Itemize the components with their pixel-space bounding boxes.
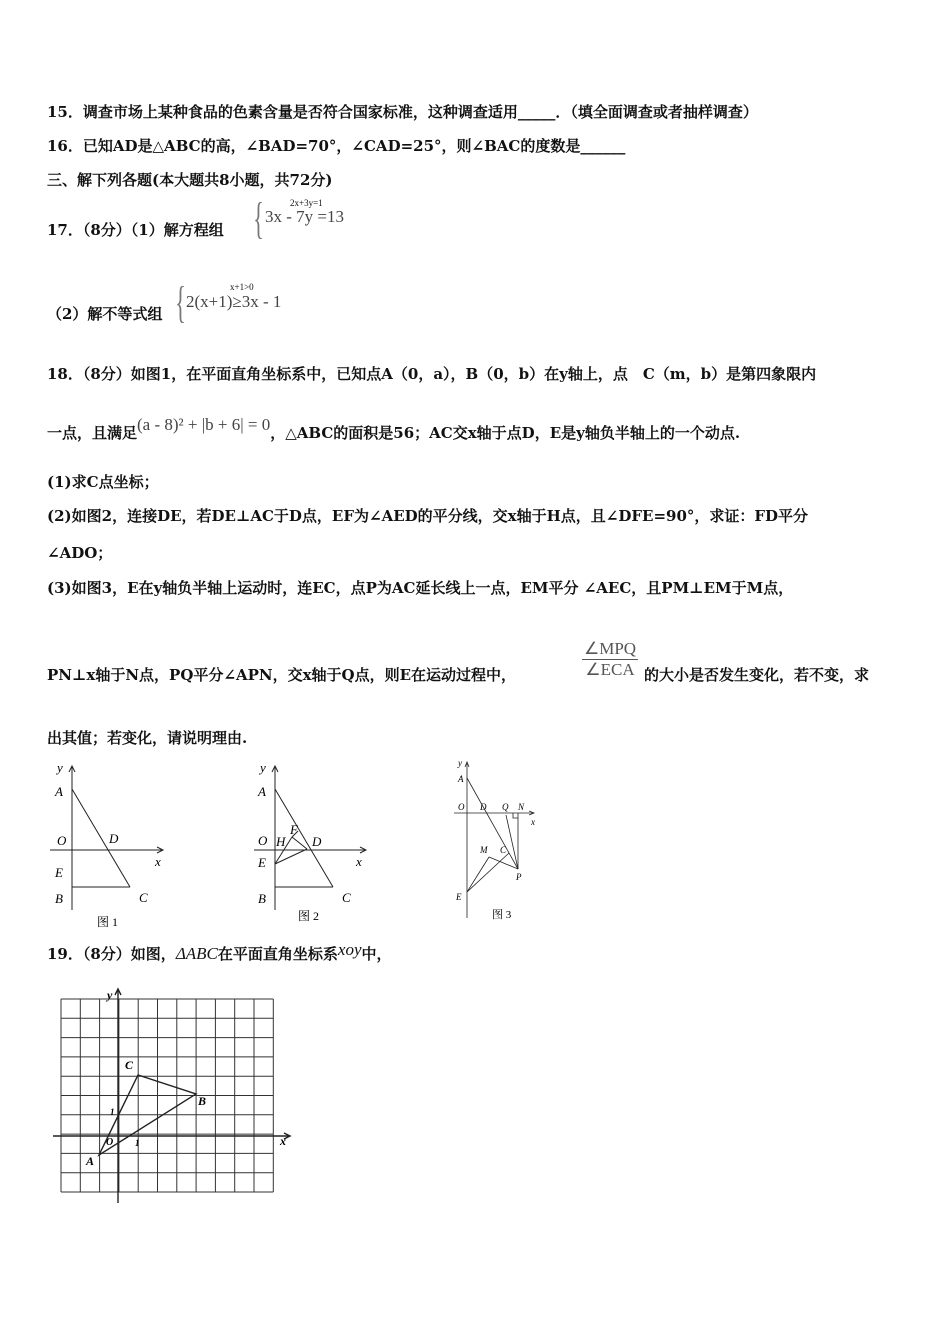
fig2-label-y: y [260,760,266,775]
question-15: 15．调查市场上某种食品的色素含量是否符合国家标准，这种调查适用_____．（填全面调查或者抽样调查） [47,103,758,121]
section-heading: 三、解下列各题(本大题共8小题，共72分) [47,171,333,189]
fraction-numerator: ∠MPQ [584,639,637,658]
fig3-label-O: O [458,802,465,812]
q19-suffix: 中， [361,945,392,963]
coordinate-grid [50,985,300,1207]
line2-suffix: ，△ABC的面积是56；AC交x轴于点D，E是y轴负半轴上的一个动点. [270,424,741,442]
q19-system: xoy [337,940,362,959]
question-18-sub3-line1: (3)如图3，E在y轴负半轴上运动时，连EC，点P为AC延长线上一点，EM平分 ∠AEC，且PM⊥EM于M点， [47,579,794,597]
question-18-line1: 18．（8分）如图1，在平面直角坐标系中，已知点A（0，a），B（0，b）在y轴上，点 C（m，b）是第四象限内 [47,365,817,383]
fig2-label-B: B [258,891,266,906]
figure-2 [250,758,380,933]
fig3-label-M: M [480,845,488,855]
question-18-sub2-line2: ∠ADO； [47,544,113,562]
fig2-label-A: A [258,784,266,799]
fig1-label-C: C [139,890,148,905]
fig3-label-x: x [531,817,535,827]
fig1-label-B: B [55,891,63,906]
brace: { [253,194,264,243]
fraction-denominator: ∠ECA [585,660,635,679]
fig3-caption: 图 3 [492,909,512,921]
question-18-line2 [47,415,741,443]
line2-prefix: 一点，且满足 [47,424,138,442]
fig2-label-E: E [258,855,266,870]
fig2-label-O: O [258,833,268,848]
fig1-label-y: y [57,760,63,775]
figure-1 [45,758,175,933]
question-17-part1: 17．（8分）（1）解方程组 [47,221,224,239]
question-18-sub2-line1: (2)如图2，连接DE，若DE⊥AC于D点，EF为∠AED的平分线，交x轴于H点，且∠DFE=90°，求证：FD平分 [47,507,809,525]
grid-label-one-x: 1 [135,1138,140,1148]
fig1-label-A: A [55,784,63,799]
grid-label-x: x [280,1134,286,1148]
question-19 [47,940,392,964]
fig2-label-x: x [356,854,362,869]
question-18-sub1: (1)求C点坐标； [47,473,159,491]
question-18-sub3-line2-suffix: 的大小是否发生变化，若不变，求 [644,666,870,684]
fig2-label-C: C [342,890,351,905]
q19-triangle: ΔABC [175,944,218,963]
question-18-sub3-line3: 出其值；若变化，请说明理由. [47,729,248,747]
inequality-2: 2(x+1)≥3x - 1 [186,292,282,311]
inequality-1: x+1>0 [230,282,254,292]
q19-prefix: 19．（8分）如图， [47,945,176,963]
brace: { [175,278,186,327]
question-16: 16．已知AD是△ABC的高，∠BAD=70°，∠CAD=25°，则∠BAC的度数是______ [47,137,626,155]
fig1-label-O: O [57,833,67,848]
equation-1: 2x+3y=1 [290,198,323,208]
grid-label-O: O [106,1137,114,1148]
fig1-label-E: E [55,865,63,880]
fig1-caption: 图 1 [97,915,119,929]
grid-label-y: y [107,988,113,1002]
fig3-label-Q: Q [502,802,509,812]
fig3-label-D: D [480,802,487,812]
grid-label-one-y: 1 [110,1107,115,1117]
fig3-label-N: N [518,802,525,812]
question-17-part2: （2）解不等式组 [47,305,163,323]
fig3-label-A: A [458,774,464,784]
fig1-label-x: x [155,854,161,869]
condition-formula: (a - 8)² + |b + 6| = 0 [137,415,271,434]
grid-label-A: A [86,1154,95,1168]
figure-3 [452,758,552,928]
fig2-label-H: H [276,834,286,849]
fig3-label-y: y [458,758,462,768]
fig2-label-F: F [290,822,298,837]
question-18-sub3-line2-prefix: PN⊥x轴于N点，PQ平分∠APN，交x轴于Q点，则E在运动过程中， [47,666,517,684]
fig3-label-E: E [456,892,462,902]
angle-ratio-fraction [582,639,638,680]
equation-2: 3x - 7y =13 [265,207,344,226]
fig2-caption: 图 2 [298,909,320,923]
fig2-label-D: D [312,834,322,849]
grid-label-C: C [125,1058,134,1072]
q19-mid: 在平面直角坐标系 [217,945,338,963]
grid-label-B: B [198,1094,207,1108]
fig1-label-D: D [109,831,119,846]
fig3-label-C: C [500,845,507,855]
fig3-label-P: P [516,872,522,882]
